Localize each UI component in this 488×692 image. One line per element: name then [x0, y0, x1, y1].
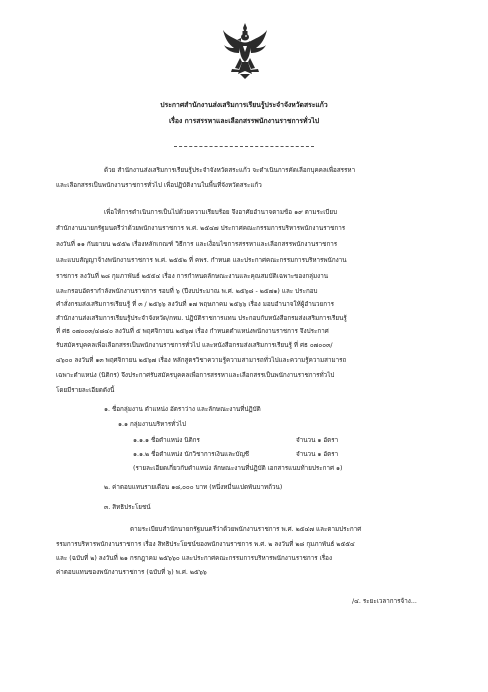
position-1-count: จำนวน ๑ อัตรา: [296, 437, 339, 444]
section-1-subheading: ๑.๑ กลุ่มงานบริหารทั่วไป: [118, 421, 187, 428]
body-line-11: ๔๖๐๐ ลงวันที่ ๑๓ พฤศจิกายน ๒๕๖๗ เรื่อง หลักสูตรวิชาความรู้ความสามารถทั่วไปและความรู้ความสามารถ: [56, 357, 347, 364]
body-line-2: สำนักงานนายกรัฐมนตรีว่าด้วยพนักงานราชการ พ.ศ. ๒๕๔๗ ประกาศคณะกรรมการบริหารพนักงานราชการ: [56, 225, 346, 232]
body-line-9: ที่ ศธ ๐๗๐๐๓/๔๘๔๐ ลงวันที่ ๕ พฤศจิกายน ๒๕๖๗ เรื่อง กำหนดตำแหน่งพนักงานราชการ จึงประกาศ: [56, 328, 329, 335]
body-line-8: สำนักงานส่งเสริมการเรียนรู้ประจำจังหวัด/กทม. ปฏิบัติราชการแทน ประกอบกับหนังสือกรมส่งเสริมการเรียนรู้: [56, 315, 347, 322]
body-line-6: และกรอบอัตรากำลังพนักงานราชการ รอบที่ ๖ (ปีงบประมาณ พ.ศ. ๒๕๖๘ - ๒๕๗๑) และ ประกอบ: [56, 288, 318, 295]
document-subject: เรื่อง การสรรหาและเลือกสรรพนักงานราชการทั่วไป: [168, 117, 320, 125]
intro-line-1: ด้วย สำนักงานส่งเสริมการเรียนรู้ประจำจังหวัดสระแก้ว จะดำเนินการคัดเลือกบุคคลเพื่อสรรหา: [104, 167, 356, 174]
position-1-name: ๑.๑.๑ ชื่อตำแหน่ง นิติกร: [133, 437, 200, 444]
section-2-heading: ๒. ค่าตอบแทนรายเดือน ๑๘,๐๐๐ บาท (หนึ่งหมื่นแปดพันบาทถ้วน): [104, 484, 283, 491]
section-3-line-2: รรมการบริหารพนักงานราชการ เรื่อง สิทธิประโยชน์ของพนักงานราชการ พ.ศ. ๒ ลงวันที่ ๒๘ กุมภาพันธ์ ๒๕๕๔: [56, 541, 355, 548]
title-divider: [174, 146, 314, 147]
section-3-line-3: และ (ฉบับที่ ๒) ลงวันที่ ๒๑ กรกฎาคม ๒๕๖๖๐ และประกาศคณะกรรมการบริหารพนักงานราชการ เรื่อง: [56, 555, 333, 562]
document-title: ประกาศสำนักงานส่งเสริมการเรียนรู้ประจำจังหวัดสระแก้ว: [160, 101, 328, 109]
continued-marker: /๔. ระยะเวลาการจ้าง...: [352, 598, 417, 605]
body-line-7: คำสั่งกรมส่งเสริมการเรียนรู้ ที่ ๓ / ๒๕๖๖ ลงวันที่ ๑๗ พฤษภาคม ๒๕๖๖ เรื่อง มอบอำนาจให้ผู้อำนวยการ: [56, 301, 334, 308]
position-2-name: ๑.๑.๒ ชื่อตำแหน่ง นักวิชาการเงินและบัญชี: [133, 451, 250, 458]
section-3-line-1: ตามระเบียบสำนักนายกรัฐมนตรีว่าด้วยพนักงานราชการ พ.ศ. ๒๕๔๗ และตามประกาศ: [130, 526, 362, 533]
body-line-12: เฉพาะตำแหน่ง (นิติกร) จึงประกาศรับสมัครบุคคลเพื่อการสรรหาและเลือกสรรเป็นพนักงานราชการทั่วไป: [56, 372, 335, 379]
section-3-heading: ๓. สิทธิประโยชน์: [104, 504, 151, 511]
body-line-10: รับสมัครบุคคลเพื่อเลือกสรรเป็นพนักงานราชการทั่วไป และหนังสือกรมส่งเสริมการเรียนรู้ ที่ ศธ ๐๗๐๐๓/: [56, 342, 333, 349]
body-line-1: เพื่อให้การดำเนินการเป็นไปด้วยความเรียบร้อย จึงอาศัยอำนาจตามข้อ ๑๙ ตามระเบียบ: [104, 209, 338, 216]
body-line-13: โดยมีรายละเอียดดังนี้: [56, 387, 115, 394]
position-2-count: จำนวน ๑ อัตรา: [296, 451, 339, 458]
body-line-4: และแบบสัญญาจ้างพนักงานราชการ พ.ศ. ๒๕๕๒ ที่ คพร. กำหนด และประกาศคณะกรรมการบริหารพนักงาน: [56, 257, 347, 264]
intro-line-2: และเลือกสรรเป็นพนักงานราชการทั่วไป เพื่อปฏิบัติงานในพื้นที่จังหวัดสระแก้ว: [56, 182, 262, 189]
section-1-heading: ๑. ชื่อกลุ่มงาน ตำแหน่ง อัตราว่าง และลักษณะงานที่ปฏิบัติ: [104, 406, 261, 413]
section-1-note: (รายละเอียดเกี่ยวกับตำแหน่ง ลักษณะงานที่ปฏิบัติ เอกสารแนบท้ายประกาศ ๑): [133, 465, 343, 472]
body-line-3: ลงวันที่ ๑๑ กันยายน ๒๕๕๒ เรื่องหลักเกณฑ์ วิธีการ และเงื่อนไขการสรรหาและเลือกสรรพนักงานราชการ: [56, 241, 338, 248]
section-3-line-4: ค่าตอบแทนของพนักงานราชการ (ฉบับที่ ๖) พ.ศ. ๒๕๖๖: [56, 569, 207, 576]
garuda-emblem-icon: [222, 22, 268, 80]
body-line-5: ราชการ ลงวันที่ ๒๘ กุมภาพันธ์ ๒๕๕๔ เรื่อง การกำหนดลักษณะงานและคุณสมบัติเฉพาะของกลุ่มงาน: [56, 273, 329, 280]
